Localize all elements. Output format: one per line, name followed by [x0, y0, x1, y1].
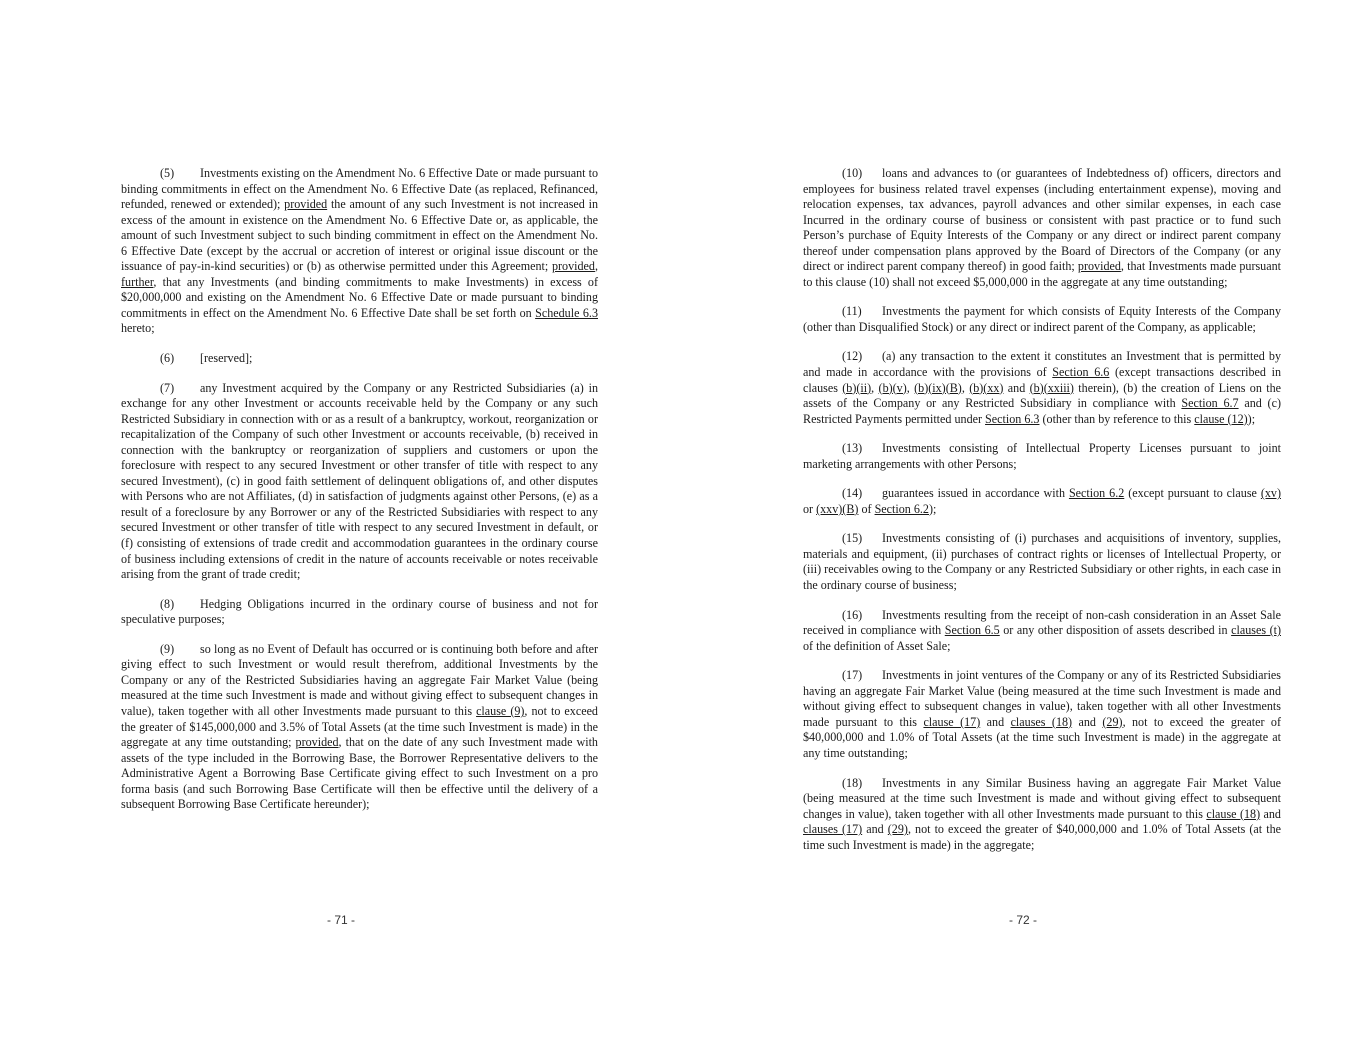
clause-paragraph: [803, 441, 1281, 472]
clause-text: ,: [961, 380, 970, 395]
clause-text: );: [1247, 411, 1256, 426]
clause-text: guarantees issued in accordance with: [882, 486, 1069, 501]
clause-text: Investments in any Similar Business having an aggregate Fair Market Value (being measured at the time such Investment is made and without giving effect to subsequent changes in value), taken together with all other Investments made pursuant to this: [803, 775, 1281, 821]
cross-reference: provided: [1077, 259, 1121, 274]
clause-text: the amount of any such Investment is not increased in excess of the amount in existence on the Amendment No. 6 Effective Date or, as applicable, the amount of such Investment subject to such binding commitment in effect on the Amendment No. 6 Effective Date (except by the accrual or accretion of interest or original issue discount or the issuance of pay-in-kind securities) or (b) as otherwise permitted under this Agreement;: [121, 197, 598, 274]
cross-reference: provided: [284, 197, 328, 212]
clause-text: Investments in joint ventures of the Company or any of its Restricted Subsidiaries having an aggregate Fair Market Value (being measured at the time such Investment is made and without giving effect to subsequent changes in value), taken together with all other Investments made pursuant to this: [803, 668, 1281, 729]
clause-text: , not to exceed the greater of $145,000,000 and 3.5% of Total Assets (at the time such Investment is made) in the aggregate at any time outstanding;: [121, 703, 598, 750]
clause-text: Investments existing on the Amendment No. 6 Effective Date or made pursuant to binding commitments in effect on the Amendment No. 6 Effective Date (as replaced, Refinanced, refunded, renewed or extended);: [121, 166, 598, 212]
cross-reference: Section 6.2: [1068, 486, 1125, 501]
document-page-72: [682, 0, 1364, 1055]
cross-reference: clauses (t): [1231, 623, 1281, 638]
clause-text: of the definition of Asset Sale;: [803, 638, 951, 653]
clause-text: and: [1260, 806, 1281, 821]
clause-text: and: [1072, 714, 1103, 729]
clause-paragraph: [121, 597, 598, 628]
clause-text: , that any Investments (and binding commitments to make Investments) in excess of $20,000,000 and existing on the Amendment No. 6 Effective Date or made pursuant to binding commitments in effect on the Amendment No. 6 Effective Date shall be set forth on: [121, 274, 598, 320]
clause-text: , not to exceed the greater of $40,000,000 and 1.0% of Total Assets (at the time such Investment is made) in the aggregate;: [803, 822, 1281, 852]
clause-paragraph: [121, 351, 598, 367]
cross-reference: (29): [1102, 714, 1123, 729]
clause-text: and: [1003, 380, 1030, 395]
clause-text: ,: [871, 380, 879, 395]
cross-reference: clauses (17): [803, 822, 863, 837]
clause-paragraph: [121, 166, 598, 337]
clause-text: Investments consisting of Intellectual Property Licenses pursuant to joint marketing arrangements with other Persons;: [803, 441, 1281, 471]
cross-reference: (xv): [1260, 486, 1281, 501]
clause-number: (14): [842, 486, 863, 501]
cross-reference: Schedule 6.3: [535, 305, 598, 320]
cross-reference: Section 6.5: [944, 623, 1000, 638]
clause-number: (11): [842, 304, 862, 319]
clause-paragraph: [803, 608, 1281, 655]
cross-reference: (b)(xx): [969, 380, 1004, 395]
clause-text: of: [858, 501, 875, 516]
page-71-body: [121, 166, 598, 827]
clause-number: (16): [842, 607, 863, 622]
cross-reference: clause (9): [476, 703, 525, 718]
page-72-body: [803, 166, 1281, 867]
cross-reference: Section 6.6: [1052, 365, 1110, 380]
cross-reference: clause (12): [1194, 411, 1248, 426]
clause-text: loans and advances to (or guarantees of Indebtedness of) officers, directors and employees for business related travel expenses (including entertainment expense), moving and relocation expenses, tax advances, payroll advances and other similar expenses, in each case Incurred in the ordinary course of business or consistent with past practice or to fund such Person’s purchase of Equity Interests of the Company or any direct or indirect parent company thereof under compensation plans approved by the Board of Directors of the Company (or any direct or indirect parent company thereof) in good faith;: [803, 166, 1281, 274]
clause-paragraph: [121, 381, 598, 583]
clause-text: [reserved];: [200, 351, 253, 366]
clause-text: , not to exceed the greater of $40,000,000 and 1.0% of Total Assets (at the time such Investment is made) in the aggregate at any time outstanding;: [803, 714, 1281, 760]
clause-text: (except transactions described in clauses: [803, 365, 1281, 395]
clause-number: (9): [160, 641, 175, 656]
clause-number: (5): [160, 166, 175, 180]
clause-text: (except pursuant to clause: [1124, 486, 1261, 501]
clause-paragraph: [803, 668, 1281, 761]
cross-reference: Section 6.3: [985, 411, 1040, 426]
document-page-71: [0, 0, 682, 1055]
clause-paragraph: [803, 531, 1281, 593]
cross-reference: provided: [295, 735, 339, 750]
clause-number: (15): [842, 531, 863, 546]
clause-text: therein), (b) the creation of Liens on the assets of the Company or any Restricted Subsidiary in compliance with: [803, 380, 1282, 411]
cross-reference: clause (18): [1206, 806, 1261, 821]
cross-reference: (b)(v): [878, 380, 907, 395]
page-number: - 71 -: [326, 913, 355, 927]
clause-text: or: [803, 501, 817, 516]
clause-text: );: [928, 501, 937, 516]
clause-paragraph: [803, 304, 1281, 335]
clause-paragraph: [803, 486, 1281, 517]
cross-reference: Section 6.7: [1181, 396, 1239, 411]
cross-reference: (29): [887, 822, 908, 837]
clause-paragraph: [803, 166, 1281, 290]
clause-text: , that Investments made pursuant to this clause (10) shall not exceed $5,000,000 in the aggregate at any time outstanding;: [803, 259, 1281, 289]
cross-reference: clause (17): [923, 714, 981, 729]
clause-text: Hedging Obligations incurred in the ordinary course of business and not for speculative purposes;: [121, 596, 598, 627]
cross-reference: further: [121, 274, 154, 289]
clause-text: any Investment acquired by the Company or any Restricted Subsidiaries (a) in exchange for any other Investment or accounts receivable held by the Company or any such Restricted Subsidiary in connection with or as a result of a bankruptcy, workout, reorganization or recapitalization of the Company of such other Investment or accounts receivable, (b) received in connection with the bankruptcy or reorganization of suppliers and customers or upon the foreclosure with respect to any secured Investment or other transfer of title with respect to any secured Investment), (c) in good faith settlement of delinquent obligations of, and other disputes with Persons who are not Affiliates, (d) in satisfaction of judgments against other Persons, (e) as a result of a foreclosure by any Borrower or any of the Restricted Subsidiaries with respect to any secured Investment or other transfer of title with respect to any secured Investment in default, or (f) consisting of extensions of trade credit and accommodation guarantees in the ordinary course of business including extensions of credit in the nature of accounts receivable or notes receivable arising from the grant of trade credit;: [121, 380, 598, 582]
cross-reference: (xxv)(B): [816, 501, 859, 516]
clause-text: (other than by reference to this: [1039, 411, 1195, 426]
clause-number: (17): [842, 668, 863, 683]
cross-reference: (b)(ix)(B): [914, 380, 962, 395]
clause-number: (10): [842, 166, 863, 180]
clause-number: (6): [160, 351, 175, 366]
clause-paragraph: [121, 642, 598, 813]
cross-reference: Section 6.2: [874, 501, 929, 516]
clause-text: hereto;: [121, 321, 155, 336]
cross-reference: clauses (18): [1010, 714, 1073, 729]
cross-reference: (b)(ii): [842, 380, 872, 395]
clause-text: (a) any transaction to the extent it constitutes an Investment that is permitted by and made in accordance with the provisions of: [803, 349, 1281, 380]
clause-text: ,: [906, 380, 915, 395]
clause-paragraph: [803, 349, 1281, 427]
cross-reference: provided: [551, 259, 595, 274]
clause-text: Investments resulting from the receipt of non-cash consideration in an Asset Sale received in compliance with: [803, 607, 1281, 638]
page-number: - 72 -: [1008, 913, 1037, 927]
cross-reference: (b)(xxiii): [1029, 380, 1074, 395]
clause-text: Investments the payment for which consists of Equity Interests of the Company (other than Disqualified Stock) or any direct or indirect parent of the Company, as applicable;: [803, 304, 1281, 334]
clause-text: and: [980, 714, 1011, 729]
clause-number: (7): [160, 380, 175, 395]
clause-text: and (c) Restricted Payments permitted under: [803, 396, 1281, 426]
clause-number: (8): [160, 596, 175, 611]
clause-number: (18): [842, 775, 863, 790]
clause-text: , that on the date of any such Investment made with assets of the type included in the Borrowing Base, the Borrower Representative delivers to the Administrative Agent a Borrowing Base Certificate giving effect to such Investment on a pro forma basis (and such Borrowing Base Certificate will then be effective until the delivery of a subsequent Borrowing Base Certificate hereunder);: [121, 735, 598, 812]
clause-text: or any other disposition of assets described in: [999, 623, 1232, 638]
clause-text: and: [862, 822, 888, 837]
clause-text: ,: [594, 259, 598, 274]
clause-text: so long as no Event of Default has occurred or is continuing both before and after giving effect to such Investment or would result therefrom, additional Investments by the Company or any of the Restricted Subsidiaries having an aggregate Fair Market Value (being measured at the time such Investment is made and without giving effect to subsequent changes in value), taken together with all other Investments made pursuant to this: [121, 641, 598, 718]
clause-number: (12): [842, 349, 863, 364]
clause-text: Investments consisting of (i) purchases and acquisitions of inventory, supplies, materials and equipment, (ii) purchases of contract rights or licenses of Intellectual Property, or (iii) receivables owing to the Company or any Restricted Subsidiary or other rights, in each case in the ordinary course of business;: [803, 531, 1281, 593]
clause-number: (13): [842, 441, 863, 456]
clause-paragraph: [803, 776, 1281, 854]
